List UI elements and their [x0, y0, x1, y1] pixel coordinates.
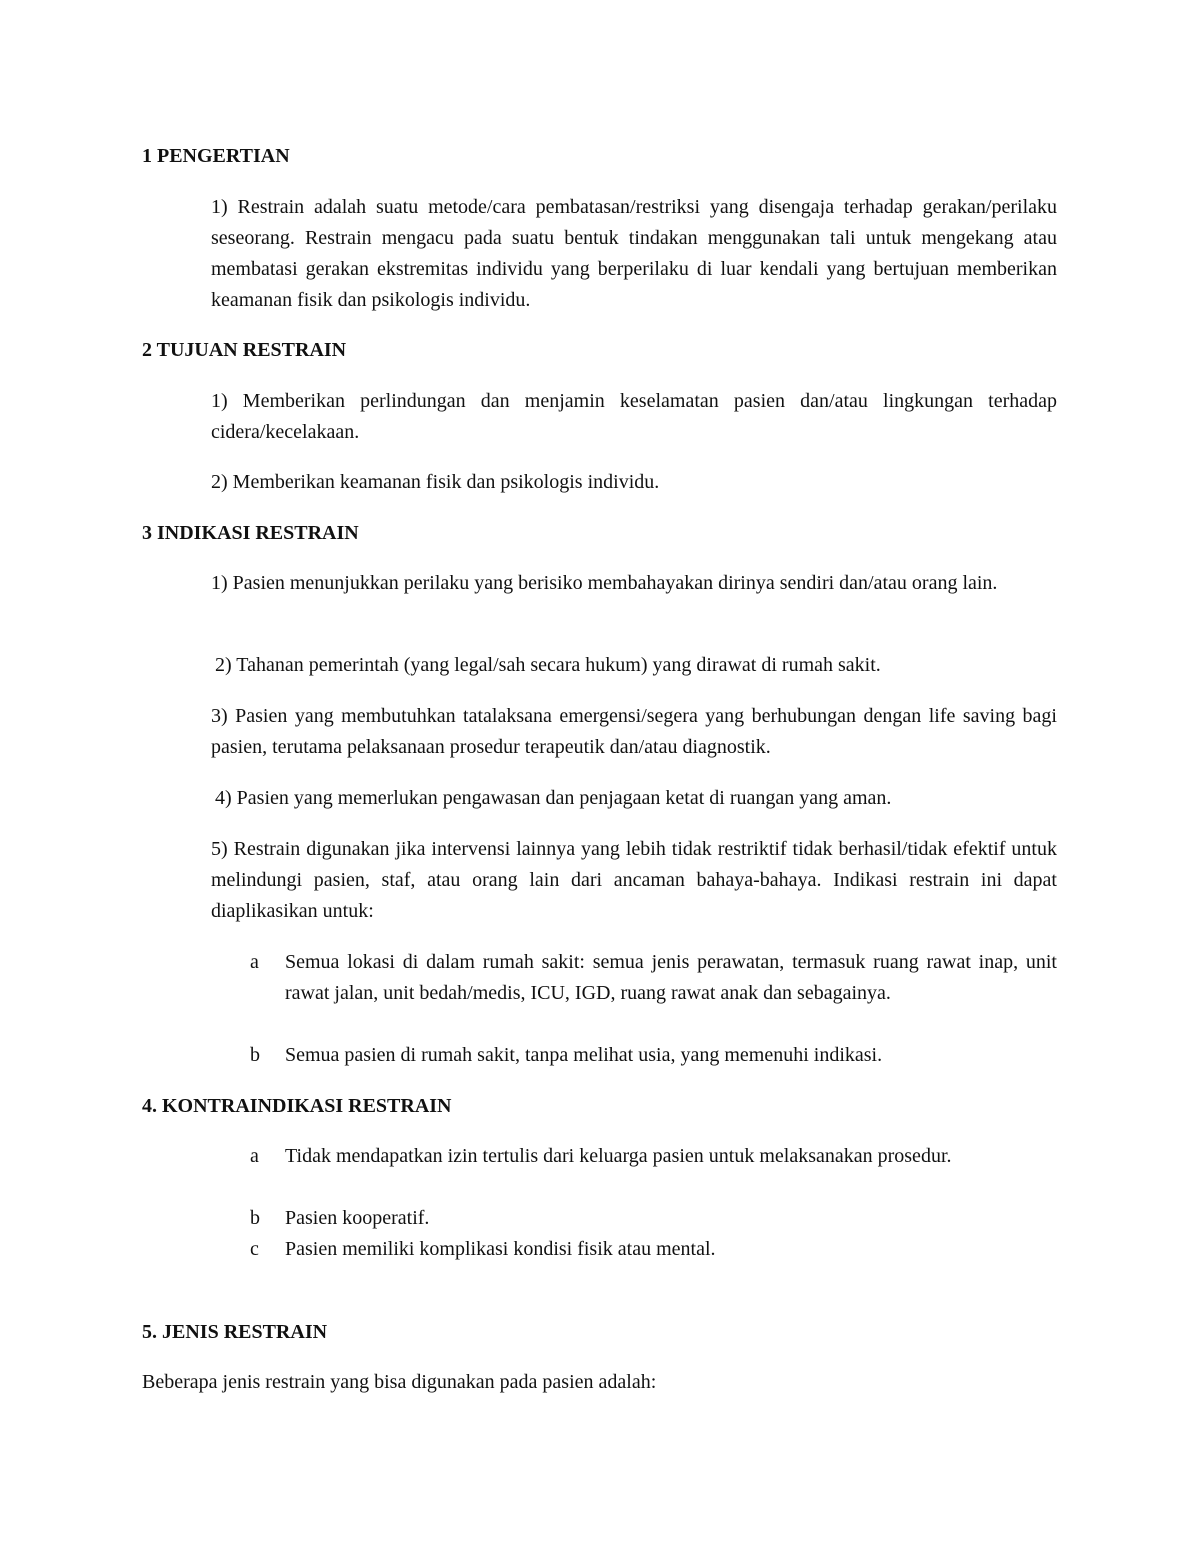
section-heading-tujuan: 2 TUJUAN RESTRAIN	[142, 339, 347, 361]
list-item-text: Pasien kooperatif.	[285, 1207, 430, 1229]
list-item-kontraindikasi-b	[250, 1203, 1057, 1234]
section-heading-jenis: 5. JENIS RESTRAIN	[142, 1321, 328, 1343]
list-item-text: Tidak mendapatkan izin tertulis dari keluarga pasien untuk melaksanakan prosedur.	[285, 1145, 952, 1167]
list-marker: a	[250, 1145, 259, 1167]
paragraph-indikasi-3: 3) Pasien yang membutuhkan tatalaksana emergensi/segera yang berhubungan dengan life saving bagi pasien, terutama pelaksanaan prosedur terapeutik dan/atau diagnostik.	[211, 705, 1057, 758]
list-item-indikasi-b	[250, 1040, 1057, 1071]
list-marker: b	[250, 1044, 260, 1066]
section-heading-pengertian: 1 PENGERTIAN	[142, 145, 290, 167]
list-item-indikasi-a	[250, 947, 1057, 1040]
list-marker: a	[250, 951, 259, 973]
paragraph-jenis-1: Beberapa jenis restrain yang bisa digunakan pada pasien adalah:	[142, 1371, 657, 1393]
paragraph-tujuan-2: 2) Memberikan keamanan fisik dan psikologis individu.	[211, 471, 660, 493]
paragraph-tujuan-1: 1) Memberikan perlindungan dan menjamin keselamatan pasien dan/atau lingkungan terhadap cidera/kecelakaan.	[211, 390, 1057, 443]
list-item-text: Semua pasien di rumah sakit, tanpa melihat usia, yang memenuhi indikasi.	[285, 1044, 883, 1066]
paragraph-pengertian-1: 1) Restrain adalah suatu metode/cara pembatasan/restriksi yang disengaja terhadap gerakan/perilaku seseorang. Restrain mengacu pada suatu bentuk tindakan menggunakan tali untuk mengekang atau membatasi gerakan ekstremitas individu yang berperilaku di luar kendali yang bertujuan memberikan keamanan fisik dan psikologis individu.	[211, 196, 1057, 311]
list-item-kontraindikasi-c	[250, 1234, 1057, 1265]
list-marker: c	[250, 1238, 259, 1260]
section-heading-indikasi: 3 INDIKASI RESTRAIN	[142, 522, 359, 544]
list-item-text: Pasien memiliki komplikasi kondisi fisik atau mental.	[285, 1238, 716, 1260]
paragraph-indikasi-5: 5) Restrain digunakan jika intervensi lainnya yang lebih tidak restriktif tidak berhasil/tidak efektif untuk melindungi pasien, staf, atau orang lain dari ancaman bahaya-bahaya. Indikasi restrain ini dapat diaplikasikan untuk:	[211, 838, 1057, 922]
list-marker: b	[250, 1207, 260, 1229]
paragraph-indikasi-2: 2) Tahanan pemerintah (yang legal/sah secara hukum) yang dirawat di rumah sakit.	[215, 654, 881, 676]
paragraph-indikasi-4: 4) Pasien yang memerlukan pengawasan dan penjagaan ketat di ruangan yang aman.	[215, 787, 892, 809]
section-heading-kontraindikasi: 4. KONTRAINDIKASI RESTRAIN	[142, 1095, 452, 1117]
list-item-kontraindikasi-a	[250, 1141, 1057, 1203]
list-item-text: Semua lokasi di dalam rumah sakit: semua jenis perawatan, termasuk ruang rawat inap, unit rawat jalan, unit bedah/medis, ICU, IGD, ruang rawat anak dan sebagainya.	[285, 951, 1057, 1004]
paragraph-indikasi-1: 1) Pasien menunjukkan perilaku yang berisiko membahayakan dirinya sendiri dan/atau orang lain.	[211, 572, 998, 594]
